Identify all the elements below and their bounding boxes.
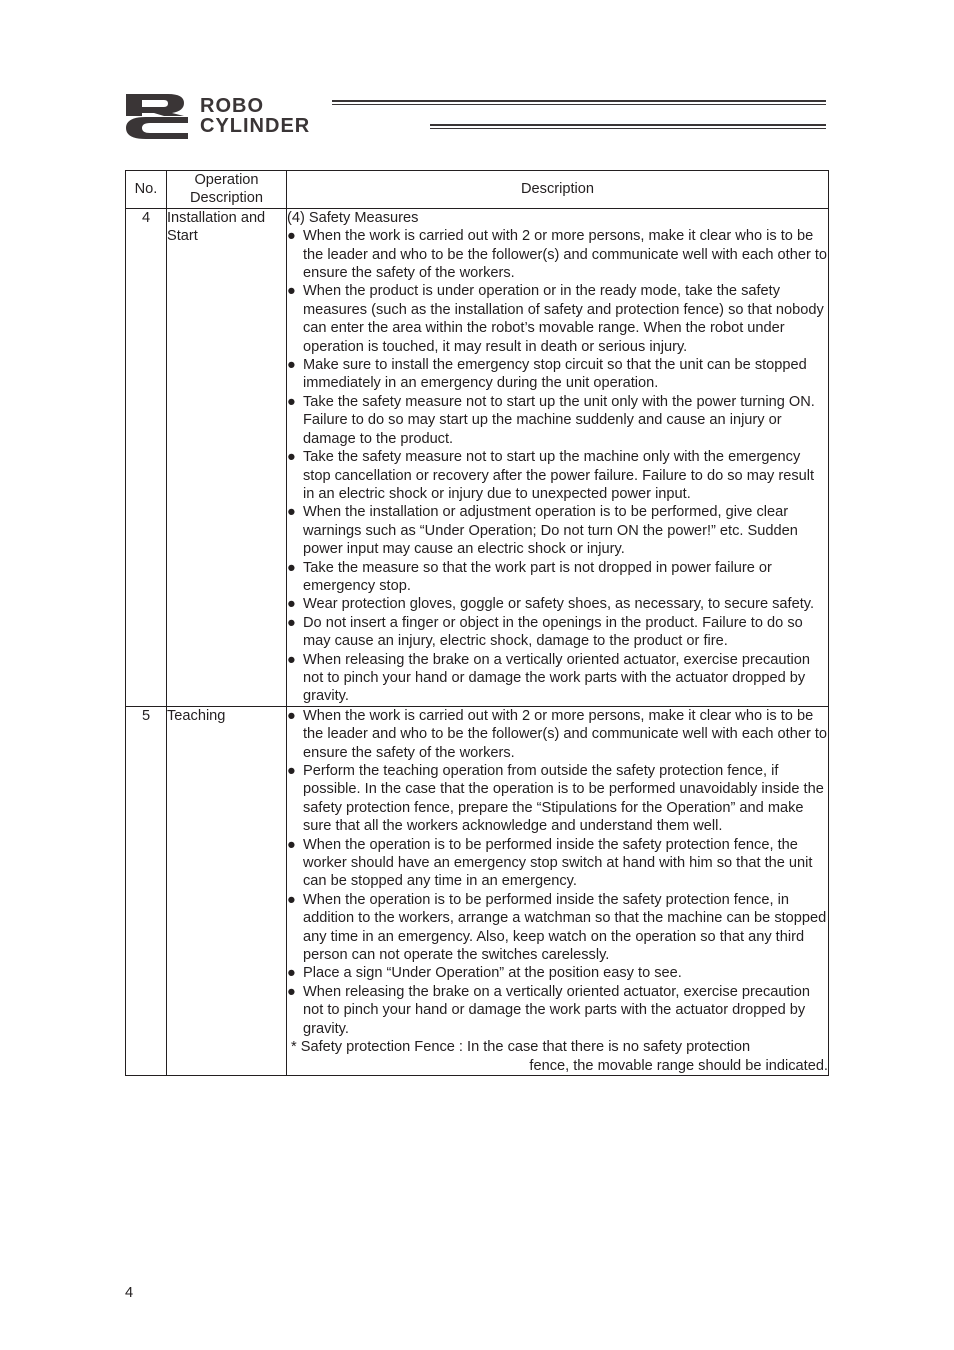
bullet-text: Take the safety measure not to start up the machine only with the emergency stop cancellation or recovery after the power failure. Failure to do so may result in an electric shock or injury due to unexpected power input.	[303, 449, 815, 502]
header-description: Description	[287, 171, 829, 209]
list-item	[287, 964, 828, 982]
safety-fence-note	[287, 1038, 828, 1075]
bullet-text: Take the safety measure not to start up the unit only with the power turning ON. Failure to do so may start up the machine suddenly and cause an injury or damage to the product.	[303, 393, 815, 447]
bullet-text: When releasing the brake on a vertically oriented actuator, exercise precaution not to pinch your hand or damage the work parts with the actuator dropped by gravity.	[303, 983, 811, 1037]
bullet-icon: ●	[287, 283, 296, 300]
bullet-icon: ●	[287, 891, 296, 908]
bullet-text: Make sure to install the emergency stop circuit so that the unit can be stopped immediately in an emergency during the unit operation.	[303, 357, 807, 392]
row-description	[287, 208, 829, 706]
bullet-text: When the work is carried out with 2 or more persons, make it clear who is to be the leader and who to be the follower(s) and communicate well with each other to ensure the safety of the workers.	[303, 707, 828, 761]
list-item	[287, 448, 828, 503]
header-no: No.	[126, 171, 167, 209]
bullet-icon: ●	[287, 983, 296, 1000]
bullet-icon: ●	[287, 707, 296, 724]
row-number: 5	[126, 706, 167, 1075]
table-header-row	[126, 171, 829, 209]
bullet-icon: ●	[287, 504, 296, 521]
bullet-icon: ●	[287, 449, 296, 466]
page-number: 4	[125, 1285, 134, 1301]
table-row	[126, 706, 829, 1075]
brand-line-robo: ROBO	[200, 95, 264, 117]
bullet-icon: ●	[287, 651, 296, 668]
note-line-1: * Safety protection Fence : In the case that there is no safety protection	[291, 1039, 751, 1056]
note-line-2: fence, the movable range should be indicated.	[529, 1057, 828, 1074]
bullet-text: Wear protection gloves, goggle or safety shoes, as necessary, to secure safety.	[303, 596, 815, 613]
bullet-text: When the product is under operation or in the ready mode, take the safety measures (such as the installation of safety and protection fence) so that nobody can enter the area within the robot’s movable range. When the robot under operation is touched, it may result in death or serious injury.	[303, 283, 824, 355]
bullet-icon: ●	[287, 596, 296, 613]
bullet-text: When the operation is to be performed inside the safety protection fence, the worker should have an emergency stop switch at hand with him so that the unit can be stopped any time in an emergency.	[303, 836, 813, 890]
list-item	[287, 891, 828, 965]
bullet-text: Take the measure so that the work part is not dropped in power failure or emergency stop.	[303, 559, 772, 594]
bullet-icon: ●	[287, 393, 296, 410]
list-item	[287, 983, 828, 1038]
list-item	[287, 614, 828, 651]
row-operation: Installation and Start	[167, 208, 287, 706]
bullet-text: When the work is carried out with 2 or more persons, make it clear who is to be the leader and who to be the follower(s) and communicate well with each other to ensure the safety of the workers.	[303, 228, 828, 282]
bullet-text: Do not insert a finger or object in the openings in the product. Failure to do so may cause an injury, electric shock, damage to the product or fire.	[303, 614, 803, 650]
list-item	[287, 282, 828, 356]
row-number: 4	[126, 208, 167, 706]
list-item	[287, 762, 828, 836]
rc-logo-icon	[124, 92, 190, 139]
list-item	[287, 393, 828, 448]
bullet-icon: ●	[287, 965, 296, 982]
list-item	[287, 559, 828, 596]
list-item	[287, 356, 828, 393]
safety-operations-table	[125, 170, 829, 1076]
bullet-text: Place a sign “Under Operation” at the position easy to see.	[303, 965, 682, 982]
bullet-text: When releasing the brake on a vertically oriented actuator, exercise precaution not to pinch your hand or damage the work parts with the actuator dropped by gravity.	[303, 651, 811, 705]
header-rule-top	[332, 100, 826, 105]
bullet-list	[287, 227, 828, 706]
bullet-text: When the operation is to be performed inside the safety protection fence, in addition to the workers, arrange a watchman so that the machine can be stopped any time in an emergency. Also, keep watch on the operation so that any third person can not operate the switches carelessly.	[303, 891, 827, 964]
row-description	[287, 706, 829, 1075]
bullet-text: When the installation or adjustment operation is to be performed, give clear warnings such as “Under Operation; Do not turn ON the power!” etc. Sudden power input may cause an electric shock or injury.	[303, 504, 798, 558]
section-subheading: (4) Safety Measures	[287, 209, 419, 226]
list-item	[287, 836, 828, 891]
list-item	[287, 651, 828, 706]
list-item	[287, 227, 828, 282]
bullet-icon: ●	[287, 763, 296, 779]
bullet-icon: ●	[287, 559, 296, 576]
bullet-text: Perform the teaching operation from outside the safety protection fence, if possible. In the case that the operation is to be performed unavoidably inside the safety protection fence, prepare the “Stipulations for the Operation” and make sure that all the workers acknowledge and understand them well.	[303, 763, 824, 835]
brand-line-cylinder: CYLINDER	[200, 115, 311, 137]
table-row	[126, 208, 829, 706]
bullet-icon: ●	[287, 614, 296, 631]
row-operation: Teaching	[167, 706, 287, 1075]
bullet-icon: ●	[287, 228, 296, 245]
bullet-list	[287, 707, 828, 1038]
bullet-icon: ●	[287, 357, 296, 374]
header-rule-bottom	[430, 124, 826, 129]
list-item	[287, 503, 828, 558]
robo-cylinder-logo	[124, 92, 826, 142]
bullet-icon: ●	[287, 836, 296, 853]
list-item	[287, 707, 828, 762]
header-operation: Operation Description	[167, 171, 287, 209]
list-item	[287, 595, 828, 613]
